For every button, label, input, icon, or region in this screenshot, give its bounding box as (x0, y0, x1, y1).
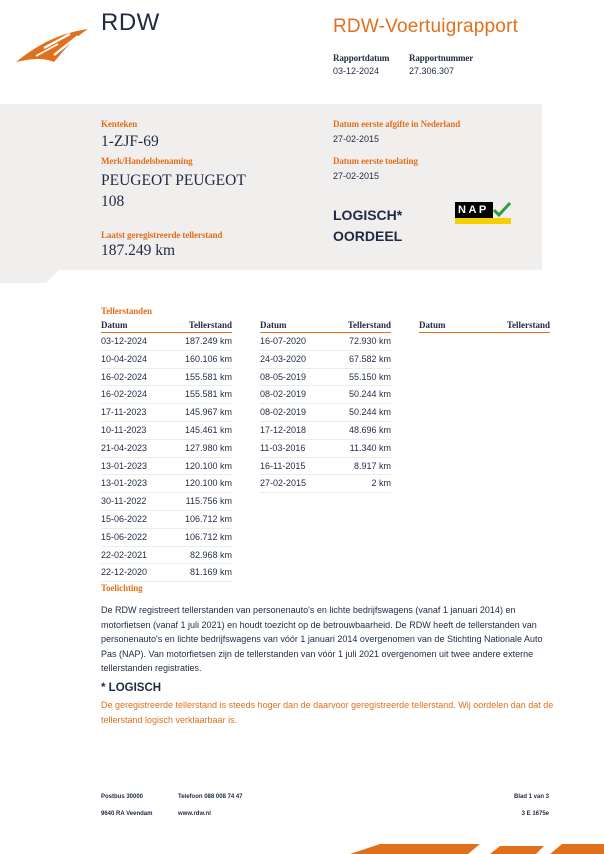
reading-value: 8.917 km (353, 460, 391, 471)
readings-column-2 (260, 320, 391, 493)
reading-row (101, 529, 232, 547)
brand-name: RDW (101, 9, 160, 36)
col-reading-header: Tellerstand (188, 320, 232, 330)
reading-row (260, 422, 391, 440)
reading-value: 50.244 km (348, 407, 391, 418)
reading-value: 50.244 km (348, 389, 391, 400)
logisch-title: * LOGISCH (101, 682, 162, 694)
logisch-text: De geregistreerde tellerstand is steeds hoger dan de daarvoor geregistreerde tellerstand. Wij oordelen dan dat de tellerstand logisch verklaarbaar is. (101, 700, 554, 725)
reading-value: 160.106 km (184, 353, 232, 364)
nap-logo-text: NAP (458, 204, 489, 216)
nap-logo-box (455, 202, 493, 218)
reading-row (260, 351, 391, 369)
readings-title: Tellerstanden (101, 306, 152, 316)
reading-value: 155.581 km (184, 389, 232, 400)
reading-date: 15-06-2022 (101, 531, 148, 542)
verdict-line-1: LOGISCH* (333, 207, 403, 223)
footer-postbus: Postbus 30000 (101, 794, 144, 800)
reading-date: 08-05-2019 (260, 371, 307, 382)
reading-value: 155.581 km (184, 371, 232, 382)
col-date-header: Datum (419, 320, 446, 330)
reading-row (260, 369, 391, 387)
reading-value: 82.968 km (189, 549, 232, 560)
nap-check-icon (493, 202, 511, 218)
reading-date: 11-03-2016 (260, 442, 306, 453)
verdict-line-2: OORDEEL (333, 228, 403, 244)
first-issue-nl-label: Datum eerste afgifte in Nederland (333, 119, 461, 129)
reading-row (101, 547, 232, 565)
reading-date: 24-03-2020 (260, 353, 307, 364)
reading-date: 17-11-2023 (101, 407, 147, 418)
reading-value: 187.249 km (184, 336, 232, 346)
reading-row (260, 386, 391, 404)
reading-date: 15-06-2022 (101, 513, 148, 524)
reading-value: 120.100 km (184, 460, 232, 471)
first-issue-nl-date: 27-02-2015 (333, 134, 380, 144)
reading-row (101, 333, 232, 351)
make-label: Merk/Handelsbenaming (101, 156, 193, 166)
reading-date: 10-11-2023 (101, 424, 147, 435)
report-title: RDW-Voertuigrapport (333, 16, 519, 37)
reading-value: 106.712 km (184, 531, 232, 542)
reading-date: 03-12-2024 (101, 336, 148, 346)
plate-number: 1-ZJF-69 (101, 133, 159, 150)
reading-date: 22-12-2020 (101, 567, 148, 578)
odometer-value: 187.249 km (101, 242, 176, 259)
footer-code: 3 E 1675e (521, 811, 549, 817)
reading-row (260, 404, 391, 422)
rdw-logo-icon (14, 28, 90, 64)
report-date: 03-12-2024 (333, 66, 380, 76)
reading-date: 30-11-2022 (101, 496, 147, 507)
footer-city: 9640 RA Veendam (101, 811, 153, 817)
panel-notch-decoration (0, 269, 60, 283)
col-reading-header: Tellerstand (506, 320, 550, 330)
reading-row (260, 440, 391, 458)
reading-value: 81.169 km (189, 567, 232, 578)
reading-value: 120.100 km (184, 478, 232, 489)
reading-value: 67.582 km (348, 353, 391, 364)
reading-date: 16-02-2024 (101, 389, 148, 400)
reading-date: 10-04-2024 (101, 353, 148, 364)
reading-date: 16-07-2020 (260, 336, 307, 346)
make-line-1: PEUGEOT PEUGEOT (101, 172, 246, 189)
reading-value: 2 km (371, 478, 391, 489)
reading-row (101, 440, 232, 458)
reading-date: 27-02-2015 (260, 478, 307, 489)
report-date-label: Rapportdatum (333, 53, 390, 63)
odometer-verdict (333, 205, 433, 247)
reading-row (101, 386, 232, 404)
reading-row (101, 369, 232, 387)
footer-phone: Telefoon 088 008 74 47 (178, 794, 243, 800)
readings-column-3 (419, 320, 550, 333)
reading-row (260, 458, 391, 476)
reading-date: 21-04-2023 (101, 442, 148, 453)
reading-row (101, 493, 232, 511)
first-admission-label: Datum eerste toelating (333, 156, 418, 166)
readings-column-header (419, 320, 550, 333)
readings-column-header (260, 320, 391, 333)
col-date-header: Datum (101, 320, 128, 330)
reading-row (101, 458, 232, 476)
report-number: 27.306.307 (409, 66, 455, 76)
reading-date: 16-02-2024 (101, 371, 148, 382)
reading-value: 48.696 km (348, 424, 391, 435)
reading-date: 13-01-2023 (101, 460, 148, 471)
reading-row (101, 564, 232, 582)
explanation-title: Toelichting (101, 583, 143, 593)
footer-web: www.rdw.nl (178, 811, 211, 817)
reading-value: 145.967 km (184, 407, 232, 418)
plate-label: Kenteken (101, 119, 138, 129)
reading-date: 08-02-2019 (260, 389, 307, 400)
col-reading-header: Tellerstand (347, 320, 391, 330)
report-number-label: Rapportnummer (409, 53, 474, 63)
nap-logo (455, 202, 511, 224)
reading-row (260, 333, 391, 351)
reading-date: 16-11-2015 (260, 460, 306, 471)
reading-date: 08-02-2019 (260, 407, 307, 418)
readings-column-header (101, 320, 232, 333)
footer-stripes-decoration (340, 840, 604, 854)
reading-value: 106.712 km (184, 513, 232, 524)
footer-page: Blad 1 van 3 (513, 794, 549, 800)
first-admission-date: 27-02-2015 (333, 171, 380, 181)
reading-row (101, 351, 232, 369)
explanation-text: De RDW registreert tellerstanden van personenauto's en lichte bedrijfswagens (vanaf 1 januari 2014) en motorfietsen (vanaf 1 juli 2021) en houdt toezicht op de betrouwbaarheid. De RDW heeft de tellerstanden van personenauto's en lichte bedrijfswagens van vóór 1 januari 2014 overgenomen van de Stichting Nationale Auto Pas (NAP). Van motorfietsen zijn de tellerstanden van vóór 1 juli 2021 overgenomen uit twee andere externe tellerstanden registraties. (101, 605, 543, 673)
reading-value: 72.930 km (348, 336, 391, 346)
make-line-2: 108 (101, 193, 125, 210)
readings-column-1 (101, 320, 232, 582)
vehicle-summary-panel (0, 104, 542, 270)
reading-value: 11.340 km (349, 442, 391, 453)
reading-date: 13-01-2023 (101, 478, 148, 489)
col-date-header: Datum (260, 320, 287, 330)
reading-date: 17-12-2018 (260, 424, 307, 435)
reading-date: 22-02-2021 (101, 549, 148, 560)
reading-row (101, 404, 232, 422)
reading-value: 145.461 km (184, 424, 232, 435)
reading-value: 127.980 km (184, 442, 232, 453)
reading-row (101, 511, 232, 529)
reading-value: 115.756 km (185, 496, 232, 507)
reading-row (260, 475, 391, 493)
odometer-label: Laatst geregistreerde tellerstand (101, 230, 223, 240)
reading-value: 55.150 km (348, 371, 391, 382)
reading-row (101, 422, 232, 440)
reading-row (101, 475, 232, 493)
